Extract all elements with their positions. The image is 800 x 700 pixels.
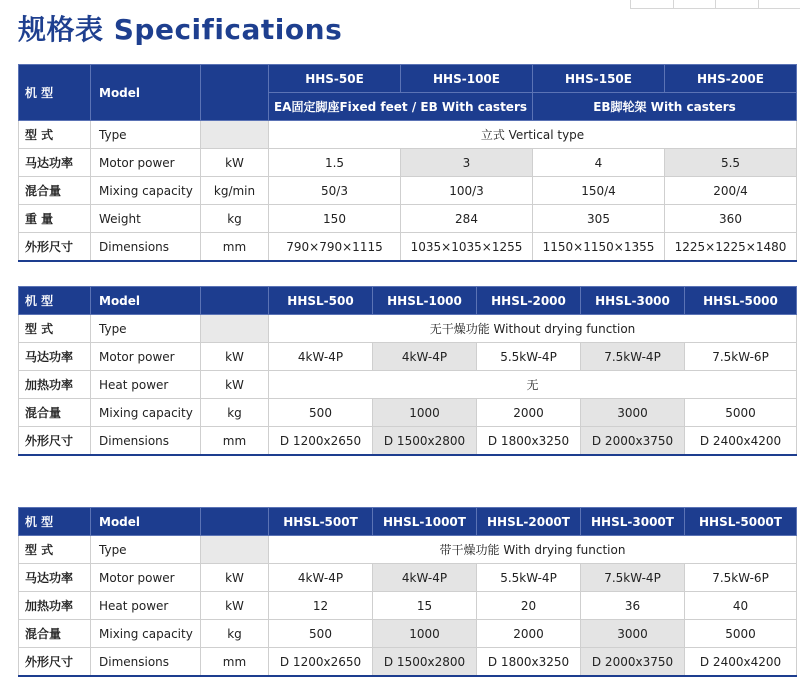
value-cell: 5.5kW-4P <box>477 343 581 371</box>
subheader-fixed-feet: EA固定脚座Fixed feet / EB With casters <box>269 93 533 121</box>
row-unit <box>201 536 269 564</box>
value-cell: 150/4 <box>533 177 665 205</box>
value-cell: 305 <box>533 205 665 233</box>
value-cell: D 1200x2650 <box>269 648 373 677</box>
row-label-cn: 外形尺寸 <box>19 427 91 456</box>
header-unit <box>201 508 269 536</box>
model-cell: HHS-150E <box>533 65 665 93</box>
spec-table-hhs <box>18 64 797 262</box>
row-label-en: Type <box>91 121 201 149</box>
model-cell: HHSL-2000T <box>477 508 581 536</box>
value-cell: 7.5kW-6P <box>685 343 797 371</box>
subheader-casters: EB脚轮架 With casters <box>533 93 797 121</box>
value-cell: 5000 <box>685 620 797 648</box>
value-cell: 1225×1225×1480 <box>665 233 797 262</box>
value-cell: 5.5kW-4P <box>477 564 581 592</box>
header-en: Model <box>91 65 201 121</box>
value-cell: D 1800x3250 <box>477 648 581 677</box>
table-row <box>19 315 797 343</box>
value-cell: 50/3 <box>269 177 401 205</box>
row-label-en: Dimensions <box>91 233 201 262</box>
value-cell: 1000 <box>373 399 477 427</box>
row-label-cn: 重 量 <box>19 205 91 233</box>
value-cell: 5000 <box>685 399 797 427</box>
header-unit <box>201 287 269 315</box>
value-cell: 2000 <box>477 399 581 427</box>
value-cell: 150 <box>269 205 401 233</box>
value-cell: 360 <box>665 205 797 233</box>
value-cell: 4 <box>533 149 665 177</box>
model-cell: HHSL-500T <box>269 508 373 536</box>
row-unit: kg <box>201 399 269 427</box>
value-cell: D 1200x2650 <box>269 427 373 456</box>
value-cell: 4kW-4P <box>269 564 373 592</box>
table-header-row <box>19 287 797 315</box>
value-cell: 2000 <box>477 620 581 648</box>
model-cell: HHS-50E <box>269 65 401 93</box>
page-title: 规格表 Specifications <box>18 13 343 46</box>
header-cn: 机 型 <box>19 508 91 536</box>
value-cell: D 2000x3750 <box>581 648 685 677</box>
corner-tabs <box>630 0 800 9</box>
table-row <box>19 536 797 564</box>
value-cell: D 2400x4200 <box>685 648 797 677</box>
value-cell: D 1500x2800 <box>373 427 477 456</box>
table-header-row <box>19 508 797 536</box>
merged-value: 无 <box>269 371 797 399</box>
value-cell: 15 <box>373 592 477 620</box>
value-cell: 1000 <box>373 620 477 648</box>
row-label-cn: 马达功率 <box>19 343 91 371</box>
value-cell: D 1800x3250 <box>477 427 581 456</box>
row-label-en: Type <box>91 536 201 564</box>
row-unit <box>201 315 269 343</box>
row-label-en: Motor power <box>91 343 201 371</box>
merged-value: 带干燥功能 With drying function <box>269 536 797 564</box>
value-cell: 4kW-4P <box>373 343 477 371</box>
table-row <box>19 427 797 456</box>
row-unit: kg/min <box>201 177 269 205</box>
row-label-cn: 马达功率 <box>19 149 91 177</box>
model-cell: HHS-200E <box>665 65 797 93</box>
model-cell: HHSL-3000T <box>581 508 685 536</box>
header-cn: 机 型 <box>19 287 91 315</box>
value-cell: 1150×1150×1355 <box>533 233 665 262</box>
spec-table-hhsl <box>18 286 797 456</box>
row-unit: mm <box>201 427 269 456</box>
row-unit: kg <box>201 620 269 648</box>
model-cell: HHSL-1000T <box>373 508 477 536</box>
row-unit: kW <box>201 371 269 399</box>
table-row <box>19 233 797 262</box>
value-cell: 790×790×1115 <box>269 233 401 262</box>
value-cell: 5.5 <box>665 149 797 177</box>
value-cell: 4kW-4P <box>269 343 373 371</box>
model-cell: HHSL-3000 <box>581 287 685 315</box>
row-label-cn: 外形尺寸 <box>19 233 91 262</box>
row-label-en: Mixing capacity <box>91 399 201 427</box>
value-cell: D 2000x3750 <box>581 427 685 456</box>
table-row <box>19 121 797 149</box>
row-label-en: Mixing capacity <box>91 620 201 648</box>
table-row <box>19 564 797 592</box>
table-row <box>19 371 797 399</box>
row-label-en: Dimensions <box>91 427 201 456</box>
table-header-row <box>19 65 797 93</box>
model-cell: HHSL-5000T <box>685 508 797 536</box>
row-label-en: Mixing capacity <box>91 177 201 205</box>
row-unit: mm <box>201 648 269 677</box>
merged-value: 立式 Vertical type <box>269 121 797 149</box>
row-unit: mm <box>201 233 269 262</box>
model-cell: HHSL-5000 <box>685 287 797 315</box>
row-label-cn: 型 式 <box>19 536 91 564</box>
row-label-cn: 马达功率 <box>19 564 91 592</box>
value-cell: 284 <box>401 205 533 233</box>
header-en: Model <box>91 508 201 536</box>
value-cell: D 1500x2800 <box>373 648 477 677</box>
value-cell: 4kW-4P <box>373 564 477 592</box>
row-label-en: Motor power <box>91 564 201 592</box>
value-cell: 7.5kW-4P <box>581 343 685 371</box>
model-cell: HHSL-2000 <box>477 287 581 315</box>
table-row <box>19 205 797 233</box>
merged-value: 无干燥功能 Without drying function <box>269 315 797 343</box>
row-label-en: Weight <box>91 205 201 233</box>
model-cell: HHSL-1000 <box>373 287 477 315</box>
row-label-cn: 混合量 <box>19 620 91 648</box>
table-row <box>19 399 797 427</box>
row-label-en: Heat power <box>91 371 201 399</box>
value-cell: 1035×1035×1255 <box>401 233 533 262</box>
value-cell: 1.5 <box>269 149 401 177</box>
row-label-en: Dimensions <box>91 648 201 677</box>
table-row <box>19 592 797 620</box>
value-cell: 200/4 <box>665 177 797 205</box>
row-label-cn: 加热功率 <box>19 371 91 399</box>
value-cell: 36 <box>581 592 685 620</box>
value-cell: 500 <box>269 620 373 648</box>
table-row <box>19 149 797 177</box>
header-cn: 机 型 <box>19 65 91 121</box>
row-label-en: Type <box>91 315 201 343</box>
row-label-cn: 外形尺寸 <box>19 648 91 677</box>
value-cell: 3 <box>401 149 533 177</box>
value-cell: 500 <box>269 399 373 427</box>
value-cell: 7.5kW-6P <box>685 564 797 592</box>
row-label-cn: 型 式 <box>19 315 91 343</box>
row-label-en: Motor power <box>91 149 201 177</box>
row-unit: kW <box>201 564 269 592</box>
row-unit: kW <box>201 592 269 620</box>
spec-table-hhsl-t <box>18 507 797 677</box>
table-row <box>19 177 797 205</box>
row-unit: kg <box>201 205 269 233</box>
value-cell: 100/3 <box>401 177 533 205</box>
row-unit <box>201 121 269 149</box>
table-row <box>19 620 797 648</box>
model-cell: HHSL-500 <box>269 287 373 315</box>
row-label-en: Heat power <box>91 592 201 620</box>
header-en: Model <box>91 287 201 315</box>
row-label-cn: 型 式 <box>19 121 91 149</box>
model-cell: HHS-100E <box>401 65 533 93</box>
header-unit <box>201 65 269 121</box>
value-cell: D 2400x4200 <box>685 427 797 456</box>
table-row <box>19 343 797 371</box>
row-unit: kW <box>201 149 269 177</box>
row-label-cn: 混合量 <box>19 177 91 205</box>
value-cell: 3000 <box>581 399 685 427</box>
row-unit: kW <box>201 343 269 371</box>
value-cell: 12 <box>269 592 373 620</box>
row-label-cn: 混合量 <box>19 399 91 427</box>
value-cell: 20 <box>477 592 581 620</box>
row-label-cn: 加热功率 <box>19 592 91 620</box>
table-row <box>19 648 797 677</box>
value-cell: 7.5kW-4P <box>581 564 685 592</box>
value-cell: 40 <box>685 592 797 620</box>
value-cell: 3000 <box>581 620 685 648</box>
